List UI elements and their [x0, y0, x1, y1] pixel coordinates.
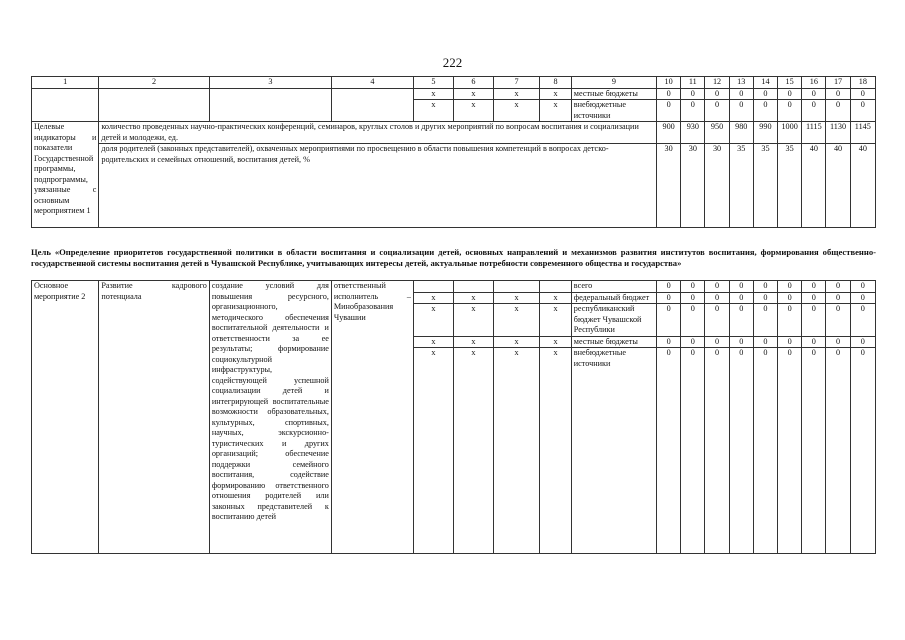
value-cell: 0	[778, 304, 802, 337]
funding-source: внебюджетные источники	[571, 100, 656, 122]
column-header: 14	[753, 77, 777, 89]
value-cell: 0	[681, 304, 705, 337]
value-cell: 0	[850, 348, 875, 554]
indicator-value: 1145	[850, 122, 875, 144]
value-cell: 0	[802, 304, 826, 337]
value-cell: 0	[802, 281, 826, 293]
value-cell: 0	[826, 281, 850, 293]
value-cell: 0	[681, 100, 705, 122]
header-row	[32, 77, 876, 89]
indicator-value: 30	[681, 144, 705, 228]
code-cell: x	[493, 348, 539, 554]
indicator-value: 1115	[802, 122, 826, 144]
code-cell: x	[540, 336, 572, 348]
code-cell: x	[413, 336, 453, 348]
table-row: x x x x местные бюджеты 0 0 0 0 0 0 0 0 0	[32, 88, 876, 100]
value-cell: 0	[705, 100, 729, 122]
value-cell: 0	[681, 88, 705, 100]
table-row: x x x x внебюджетные источники 0 0 0 0 0 0 0 0 0	[32, 100, 876, 122]
code-cell: x	[540, 348, 572, 554]
value-cell: 0	[778, 336, 802, 348]
column-header: 4	[331, 77, 413, 89]
funding-source: всего	[571, 281, 656, 293]
value-cell: 0	[826, 304, 850, 337]
activity-title: Развитие кадрового потенциала	[99, 281, 209, 554]
code-cell: x	[453, 304, 493, 337]
page-number: 222	[442, 55, 463, 70]
value-cell: 0	[729, 292, 753, 304]
code-cell	[413, 281, 453, 293]
value-cell: 0	[657, 304, 681, 337]
column-header: 3	[209, 77, 331, 89]
code-cell: x	[453, 348, 493, 554]
column-header: 13	[729, 77, 753, 89]
value-cell: 0	[705, 304, 729, 337]
indicator-value: 1000	[778, 122, 802, 144]
value-cell: 0	[681, 281, 705, 293]
value-cell: 0	[705, 292, 729, 304]
code-cell	[493, 281, 539, 293]
column-header: 5	[413, 77, 453, 89]
indicator-text: доля родителей (законных представителей), охваченных мероприятиями по просвещению в области повышения компетенций в вопросах детско-родительских и семейных отношений, воспитания детей, %	[99, 144, 657, 228]
value-cell: 0	[729, 281, 753, 293]
activity-name: Основное мероприятие 2	[32, 281, 99, 554]
value-cell: 0	[850, 336, 875, 348]
indicator-value: 40	[850, 144, 875, 228]
indicator-value: 980	[729, 122, 753, 144]
code-cell: x	[453, 336, 493, 348]
value-cell: 0	[778, 348, 802, 554]
indicator-value: 40	[802, 144, 826, 228]
code-cell: x	[540, 304, 572, 337]
activity-description: создание условий для повышения ресурсного, организационного, методического обеспечения воспитательной деятельности и ответственности за ее результаты; формирование социокультурной инфраструктуры, содействующей успешной социализации детей и интегрирующей воспитательные возможности образовательных, культурных, спортивных, научных, экскурсионно-туристических и других организаций; обеспечение поддержки семейного воспитания, содействие формированию ответственного отношения родителей или законных представителей к воспитанию детей	[209, 281, 331, 554]
column-header: 2	[99, 77, 209, 89]
value-cell: 0	[753, 336, 777, 348]
value-cell: 0	[753, 88, 777, 100]
value-cell: 0	[778, 88, 802, 100]
value-cell: 0	[657, 348, 681, 554]
value-cell: 0	[657, 336, 681, 348]
value-cell: 0	[705, 281, 729, 293]
value-cell: 0	[826, 336, 850, 348]
column-header: 15	[778, 77, 802, 89]
value-cell: 0	[657, 292, 681, 304]
value-cell: 0	[753, 304, 777, 337]
code-cell: x	[413, 348, 453, 554]
value-cell: 0	[729, 100, 753, 122]
value-cell: 0	[681, 348, 705, 554]
column-header: 9	[571, 77, 656, 89]
value-cell: 0	[729, 88, 753, 100]
value-cell: 0	[681, 292, 705, 304]
funding-source: местные бюджеты	[571, 336, 656, 348]
indicator-value: 1130	[826, 122, 850, 144]
table-row	[32, 281, 876, 293]
column-header: 18	[850, 77, 875, 89]
value-cell: 0	[705, 336, 729, 348]
value-cell: 0	[729, 304, 753, 337]
code-cell: x	[413, 292, 453, 304]
column-header: 1	[32, 77, 99, 89]
column-header: 17	[826, 77, 850, 89]
column-header: 10	[657, 77, 681, 89]
column-header: 7	[493, 77, 539, 89]
indicator-value: 990	[753, 122, 777, 144]
value-cell: 0	[826, 88, 850, 100]
value-cell: 0	[850, 100, 875, 122]
value-cell: 0	[778, 281, 802, 293]
value-cell: 0	[753, 100, 777, 122]
indicator-value: 30	[657, 144, 681, 228]
activity-responsible: ответственный исполнитель – Минобразования Чувашии	[331, 281, 413, 554]
indicator-value: 35	[729, 144, 753, 228]
value-cell: 0	[657, 100, 681, 122]
value-cell: 0	[705, 88, 729, 100]
value-cell: 0	[753, 348, 777, 554]
value-cell: 0	[802, 100, 826, 122]
value-cell: 0	[657, 88, 681, 100]
goal-heading: Цель «Определение приоритетов государственной политики в области воспитания и социализации детей, основных направлений и механизмов развития институтов воспитания, формирования общественно-государственной системы воспитания детей в Чувашской Республике, учитывающих интересы детей, актуальные потребности современного общества и государства»	[31, 247, 876, 268]
value-cell: 0	[802, 348, 826, 554]
value-cell: 0	[826, 348, 850, 554]
code-cell: x	[540, 292, 572, 304]
indicator-value: 35	[753, 144, 777, 228]
code-cell: x	[413, 304, 453, 337]
value-cell: 0	[729, 348, 753, 554]
code-cell: x	[493, 292, 539, 304]
column-header: 16	[802, 77, 826, 89]
code-cell	[540, 281, 572, 293]
value-cell: 0	[802, 292, 826, 304]
value-cell: 0	[705, 348, 729, 554]
indicator-value: 30	[705, 144, 729, 228]
funding-source: республиканский бюджет Чувашской Республики	[571, 304, 656, 337]
column-header: 11	[681, 77, 705, 89]
value-cell: 0	[753, 292, 777, 304]
indicator-value: 950	[705, 122, 729, 144]
value-cell: 0	[778, 100, 802, 122]
value-cell: 0	[850, 304, 875, 337]
indicator-value: 35	[778, 144, 802, 228]
value-cell: 0	[802, 336, 826, 348]
code-cell: x	[493, 304, 539, 337]
indicator-value: 900	[657, 122, 681, 144]
value-cell: 0	[850, 281, 875, 293]
value-cell: 0	[826, 100, 850, 122]
value-cell: 0	[729, 336, 753, 348]
indicator-row	[32, 144, 876, 228]
column-header: 6	[453, 77, 493, 89]
column-header: 12	[705, 77, 729, 89]
value-cell: 0	[657, 281, 681, 293]
value-cell: 0	[850, 88, 875, 100]
indicator-text: количество проведенных научно-практических конференций, семинаров, круглых столов и других мероприятий по вопросам воспитания и социализации детей и молодежи, ед.	[99, 122, 657, 144]
indicator-value: 930	[681, 122, 705, 144]
table-activity	[31, 280, 876, 554]
value-cell: 0	[681, 336, 705, 348]
funding-source: местные бюджеты	[571, 88, 656, 100]
indicators-label: Целевые индикаторы и показатели Государственной программы, подпрограммы, увязанные с основным мероприятием 1	[32, 122, 99, 228]
value-cell: 0	[850, 292, 875, 304]
value-cell: 0	[826, 292, 850, 304]
code-cell: x	[453, 292, 493, 304]
value-cell: 0	[753, 281, 777, 293]
indicator-row	[32, 122, 876, 144]
table-top	[31, 76, 876, 228]
indicator-value: 40	[826, 144, 850, 228]
value-cell: 0	[802, 88, 826, 100]
code-cell: x	[493, 336, 539, 348]
funding-source: федеральный бюджет	[571, 292, 656, 304]
code-cell	[453, 281, 493, 293]
funding-source: внебюджетные источники	[571, 348, 656, 554]
value-cell: 0	[778, 292, 802, 304]
column-header: 8	[540, 77, 572, 89]
